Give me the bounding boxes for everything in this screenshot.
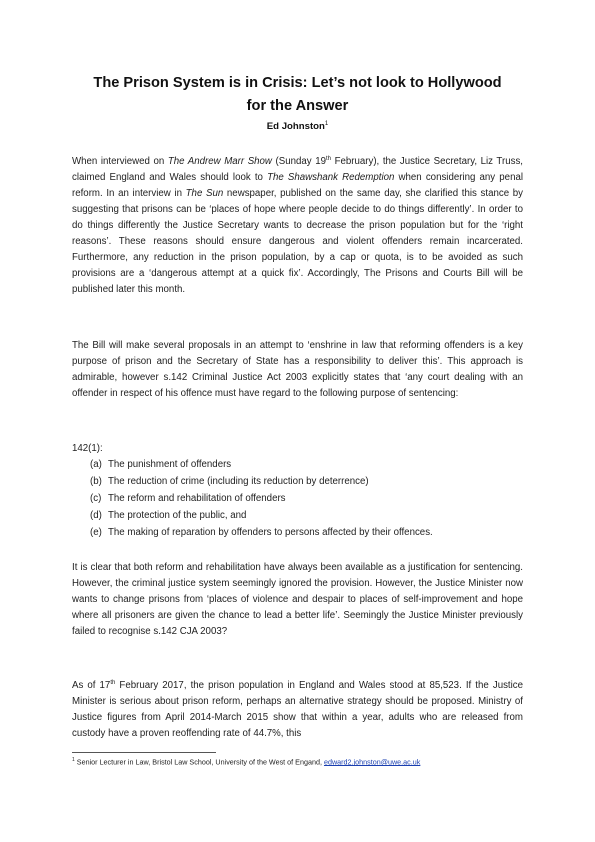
- author-footnote-marker[interactable]: 1: [324, 121, 329, 127]
- list-marker: (e): [90, 526, 102, 538]
- footnote-marker: 1: [72, 757, 75, 763]
- p5-text-a: As of 17: [72, 680, 111, 691]
- p1-text-c: February), the Justice Secretary, Liz Truss, claimed England and Wales should look to: [72, 156, 523, 183]
- sentencing-purposes-list: [90, 457, 433, 542]
- p1-text-b: (Sunday 19: [271, 156, 326, 167]
- author-name: Ed Johnston: [266, 121, 325, 133]
- list-marker: (c): [90, 492, 102, 504]
- paragraph-5: [72, 678, 523, 742]
- list-item-text: The protection of the public, and: [108, 509, 247, 521]
- p1-text-a: When interviewed on: [72, 156, 168, 167]
- list-item-text: The punishment of offenders: [108, 459, 232, 470]
- footnote-separator: [72, 752, 216, 753]
- list-item: [90, 508, 433, 525]
- p1-show-title: The Andrew Marr Show: [167, 156, 272, 167]
- p1-ordinal: th: [325, 155, 331, 162]
- p1-newspaper-title: The Sun: [185, 188, 224, 199]
- list-item: [90, 491, 433, 508]
- footnote: [72, 757, 420, 766]
- list-item-text: The reform and rehabilitation of offenders: [108, 492, 286, 504]
- footnote-text: Senior Lecturer in Law, Bristol Law School, University of the West of Engand,: [74, 757, 324, 767]
- list-marker: (a): [90, 459, 102, 470]
- author-line: [72, 121, 523, 132]
- paragraph-1: [72, 154, 523, 298]
- title-line-2: for the Answer: [246, 98, 349, 114]
- p1-text-e: newspaper, published on the same day, she clarified this stance by suggesting that prisons can be ‘places of hope where people decide to do things differently’. In order to do things differently the Justice Secretary wants to decrease the prison population but for the ‘right reasons’. These reasons should ensure dangerous and violent offenders remain incarcerated. Furthermore, any reduction in the prison population, by a cap or quota, is to be avoided as such provisions are a ‘dangerous attempt at a quick fix’. Accordingly, The Prisons and Courts Bill will be published later this month.: [72, 188, 523, 295]
- list-item: [90, 474, 433, 491]
- list-item-text: The making of reparation by offenders to persons affected by their offences.: [108, 526, 433, 538]
- p1-film-title: The Shawshank Redemption: [267, 172, 395, 183]
- p5-text-b: February 2017, the prison population in England and Wales stood at 85,523. If the Justice Minister is serious about prison reform, perhaps an alternative strategy should be proposed. Ministry of Justice figures from April 2014-March 2015 show that within a year, adults who are released from custody have a proven reoffending rate of 44.7%, this: [72, 680, 523, 739]
- document-title: [72, 72, 523, 118]
- list-item-text: The reduction of crime (including its reduction by deterrence): [108, 475, 369, 487]
- list-marker: (b): [90, 475, 102, 487]
- title-line-1: The Prison System is in Crisis: Let’s not look to Hollywood: [93, 75, 502, 91]
- paragraph-4: It is clear that both reform and rehabilitation have always been available as a justification for sentencing. However, the criminal justice system seemingly ignored the provision. However, the Justice Minister now wants to change prisons from ‘places of violence and despair to places of self-improvement and hope where all prisoners are given the chance to lead a better life’. Seemingly the Justice Minister previously failed to recognise s.142 CJA 2003?: [72, 562, 523, 637]
- paragraph-2: The Bill will make several proposals in an attempt to ‘enshrine in law that reforming offenders is a key purpose of prison and the Secretary of State has a responsibility to deliver this’. This approach is admirable, however s.142 Criminal Justice Act 2003 explicitly states that ‘any court dealing with an offender in respect of his offence must have regard to the following purpose of sentencing:: [72, 340, 523, 399]
- email-link[interactable]: edward2.johnston@uwe.ac.uk: [323, 757, 421, 767]
- p1-text-d: when considering any penal reform. In an interview in: [72, 172, 523, 199]
- list-item: [90, 457, 433, 474]
- list-item: [90, 525, 433, 542]
- p5-ordinal: th: [110, 679, 116, 686]
- section-reference: 142(1):: [72, 443, 103, 454]
- list-marker: (d): [90, 509, 102, 521]
